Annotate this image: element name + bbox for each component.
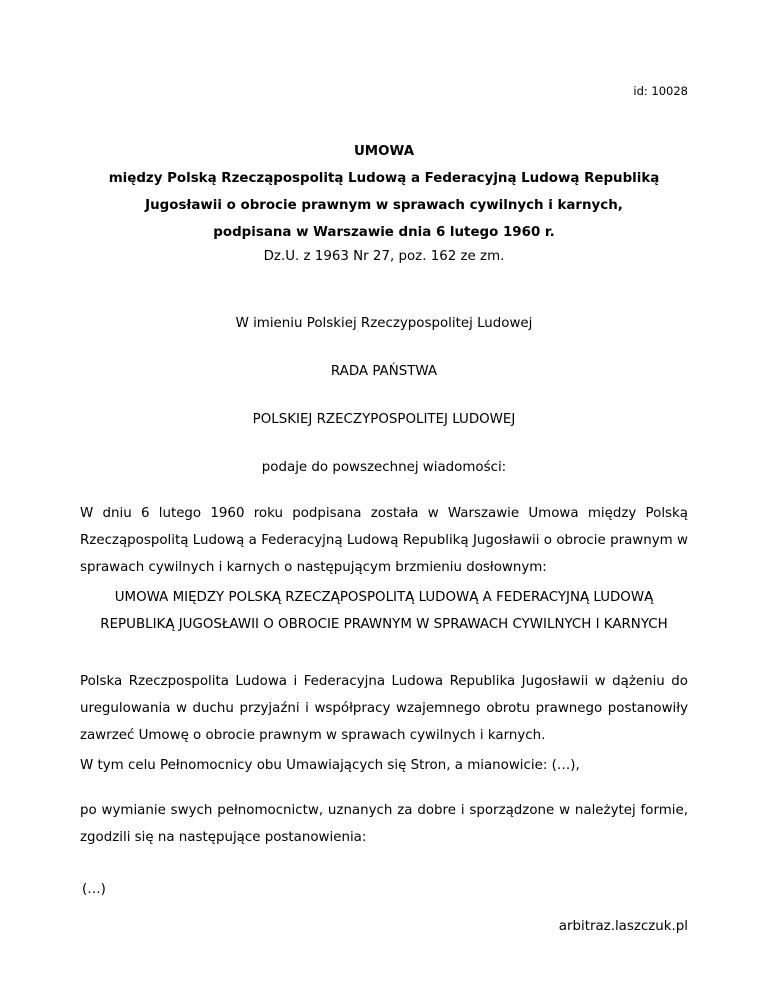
title-block: [80, 138, 688, 268]
paragraph-2: Polska Rzeczpospolita Ludowa i Federacyjna Ludowa Republika Jugosławii w dążeniu do uregulowania w duchu przyjaźni i współpracy wzajemnego obrotu prawnego postanowiły zawrzeć Umowę o obrocie prawnym w sprawach cywilnych i karnych.: [80, 674, 688, 743]
document-subtitle-line-2: Jugosławii o obrocie prawnym w sprawach cywilnych i karnych,: [145, 198, 623, 213]
footer-source: arbitraz.laszczuk.pl: [558, 919, 688, 934]
document-id: id: 10028: [633, 84, 688, 98]
source-reference: Dz.U. z 1963 Nr 27, poz. 162 ze zm.: [263, 249, 505, 264]
intro-line-1: W imieniu Polskiej Rzeczypospolitej Ludowej: [235, 316, 533, 331]
intro-line-2: RADA PAŃSTWA: [330, 364, 438, 379]
document-subtitle-line-3: podpisana w Warszawie dnia 6 lutego 1960 r.: [213, 225, 555, 240]
caps-heading: UMOWA MIĘDZY POLSKĄ RZECZĄPOSPOLITĄ LUDOWĄ A FEDERACYJNĄ LUDOWĄ REPUBLIKĄ JUGOSŁAWII O OBROCIE PRAWNYM W SPRAWACH CYWILNYCH I KARNYCH: [100, 590, 668, 632]
paragraph-3: W tym celu Pełnomocnicy obu Umawiających się Stron, a mianowicie: (…),: [80, 758, 580, 773]
document-title: UMOWA: [353, 144, 415, 159]
paragraph-1: W dniu 6 lutego 1960 roku podpisana została w Warszawie Umowa między Polską Rzecząpospolitą Ludową a Federacyjną Ludową Republiką Jugosławii o obrocie prawnym w sprawach cywilnych i karnych o następującym brzmieniu dosłownym:: [80, 506, 688, 575]
intro-line-4: podaje do powszechnej wiadomości:: [261, 460, 507, 475]
intro-line-3: POLSKIEJ RZECZYPOSPOLITEJ LUDOWEJ: [252, 412, 516, 427]
paragraph-4: po wymianie swych pełnomocnictw, uznanych za dobre i sporządzone w należytej formie, zgodzili się na następujące postanowienia:: [80, 803, 688, 845]
document-subtitle-line-1: między Polską Rzecząpospolitą Ludową a Federacyjną Ludową Republiką: [108, 171, 660, 186]
ellipsis-marker: (…): [82, 882, 106, 897]
